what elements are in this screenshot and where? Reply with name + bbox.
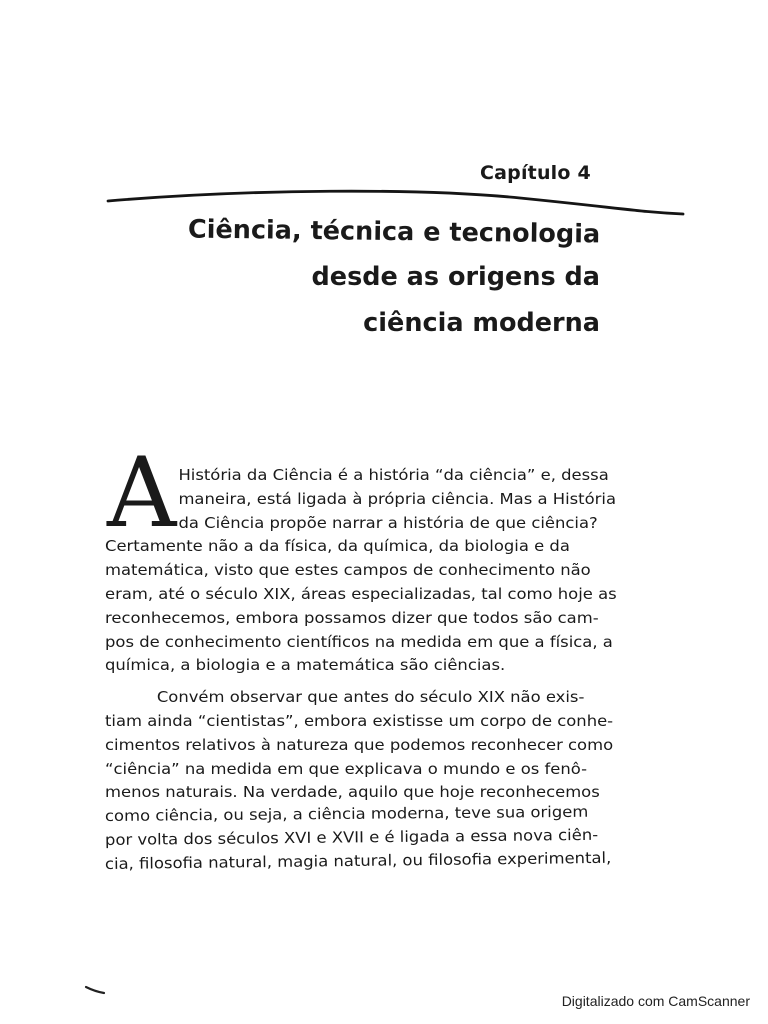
text-line: por volta dos séculos XVI e XVII e é ligada a essa nova ciên- (104, 825, 599, 849)
text-line: pos de conhecimento científicos na medida em que a física, a (105, 632, 613, 651)
chapter-title-line: Ciência, técnica e tecnologia (187, 214, 601, 250)
text-line: química, a biologia e a matemática são ciências. (105, 656, 506, 675)
scanner-watermark: Digitalizado com CamScanner (561, 993, 750, 1009)
chapter-title-line: ciência moderna (363, 308, 600, 338)
chapter-title-line: desde as origens da (311, 262, 600, 292)
text-line: menos naturais. Na verdade, aquilo que hoje reconhecemos (105, 783, 600, 802)
text-line: maneira, está ligada à própria ciência. Mas a História (178, 489, 617, 508)
text-line: cia, filosofia natural, magia natural, ou filosofia experimental, (104, 848, 612, 873)
text-line: Certamente não a da física, da química, da biologia e da (105, 537, 570, 556)
text-line: tiam ainda “cientistas”, embora existisse um corpo de conhe- (105, 711, 614, 730)
text-line: História da Ciência é a história “da ciência” e, dessa (178, 466, 609, 484)
text-line: eram, até o século XIX, áreas especializadas, tal como hoje as (105, 584, 617, 603)
text-line: reconhecemos, embora possamos dizer que todos são cam- (105, 608, 599, 627)
text-line: Convém observar que antes do século XIX não exis- (156, 688, 585, 707)
text-line: matemática, visto que estes campos de conhecimento não (105, 561, 591, 580)
drop-cap: A (107, 437, 177, 549)
text-line: “ciência” na medida em que explicava o mundo e os fenô- (105, 759, 588, 778)
text-line: da Ciência propõe narrar a história de que ciência? (178, 513, 598, 532)
text-line: cimentos relativos à natureza que podemos reconhecer como (105, 735, 614, 754)
text-line: como ciência, ou seja, a ciência moderna, teve sua origem (104, 802, 589, 826)
chapter-label: Capítulo 4 (480, 162, 591, 184)
